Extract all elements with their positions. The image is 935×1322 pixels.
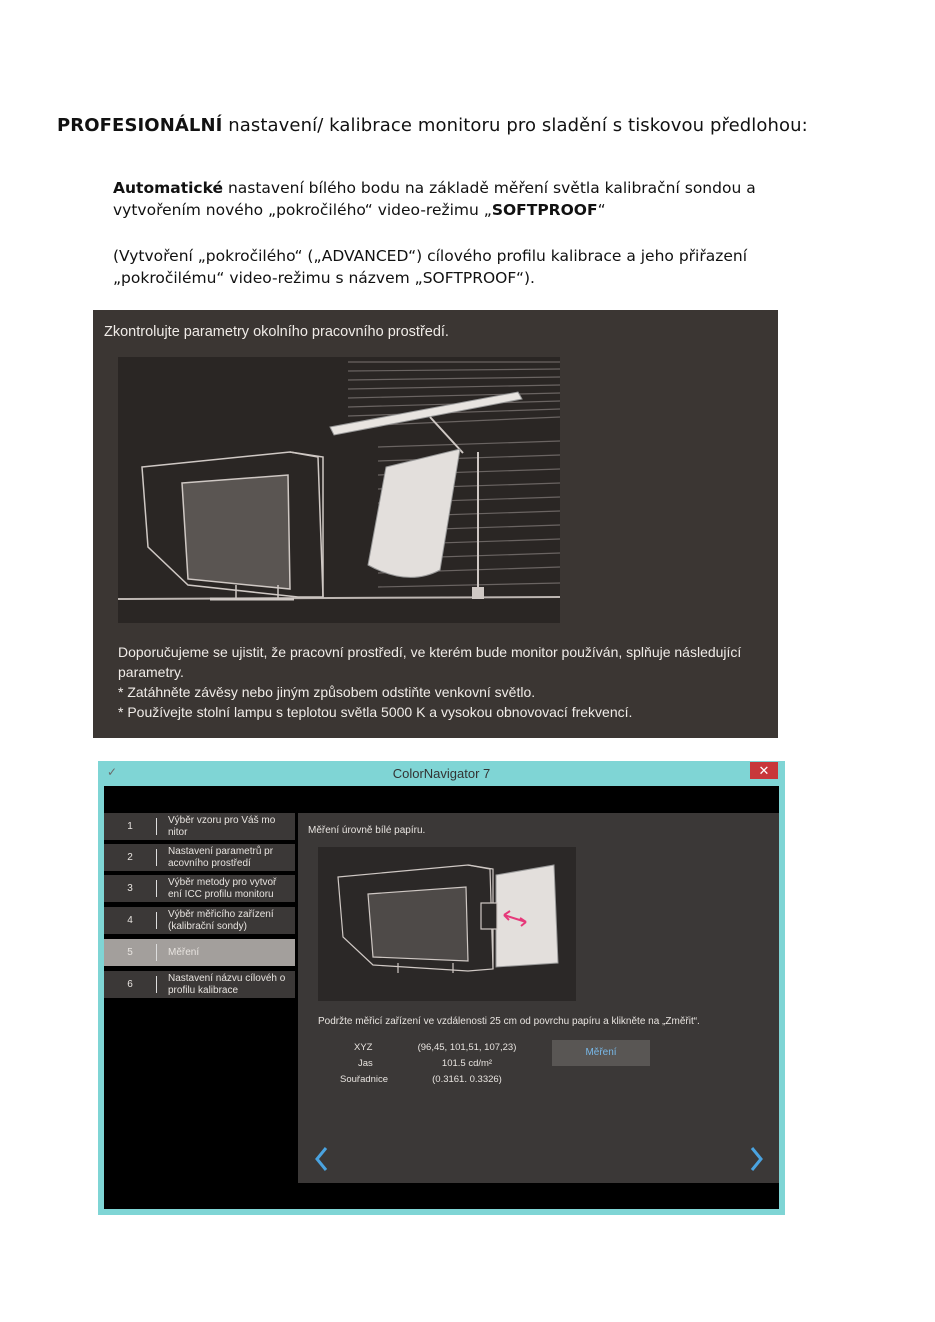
measurement-drawing [318,847,576,1001]
environment-instructions [118,642,758,722]
luminance-label: Jas [358,1058,373,1069]
step-number: 1 [127,821,133,832]
steps-sidebar [104,813,296,1183]
step-divider [156,880,157,897]
step-divider [156,818,157,835]
page-heading [57,113,857,138]
paragraph-automatic [113,177,843,221]
step-label: Nastavení názvu cílovéh o profilu kalibrace [168,973,286,996]
step-divider [156,849,157,866]
colornavigator-window [98,761,785,1215]
app-icon: ✓ [107,765,118,779]
para1-text: nastavení bílého bodu na základě měření světla kalibrační sondou a vytvořením nového „pokročilého“ video-režimu „ [113,179,756,219]
measurement-values [412,1040,522,1088]
instruction-line-2: * Zatáhněte závěsy nebo jiným způsobem odstiňte venkovní světlo. [118,684,536,700]
coordinates-label: Souřadnice [340,1074,389,1085]
instruction-line-3: * Používejte stolní lampu s teplotou světla 5000 K a vysokou obnovovací frekvencí. [118,704,633,720]
workspace-drawing [118,357,560,623]
window-title: ColorNavigator 7 [392,766,491,781]
measurement-instruction: Podržte měřicí zařízení ve vzdálenosti 25 cm od povrchu papíru a klikněte na „Změřit“. [318,1016,700,1027]
measurement-panel [298,813,779,1183]
step-label: Výběr vzoru pro Váš mo nitor [168,815,276,838]
environment-screenshot [93,310,778,738]
xyz-value: (96,45, 101,51, 107,23) [417,1042,517,1053]
measurement-labels [340,1040,388,1088]
step-number: 5 [127,947,133,958]
step-number: 6 [127,979,133,990]
paragraph-advanced: (Vytvoření „pokročilého“ („ADVANCED“) cílového profilu kalibrace a jeho přiřazení „pokročilému“ video-režimu s názvem „SOFTPROOF“). [113,247,748,287]
panel-title: Měření úrovně bílé papíru. [308,825,426,836]
step-label: Měření [168,947,200,958]
measure-button[interactable]: Měření [552,1040,650,1066]
step-number: 3 [127,883,133,894]
para1-bold: Automatické [113,179,224,197]
heading-rest: nastavení/ kalibrace monitoru pro sladění s tiskovou předlohou: [222,115,808,136]
para1-close-quote: “ [597,201,606,219]
step-divider [156,912,157,929]
step-number: 4 [127,915,133,926]
workspace-illustration [118,357,560,623]
window-client [104,786,779,1209]
next-arrow-icon[interactable] [746,1144,766,1174]
step-number: 2 [127,852,133,863]
step-3[interactable] [104,875,295,902]
xyz-label: XYZ [354,1042,373,1053]
heading-bold: PROFESIONÁLNÍ [57,115,223,136]
step-divider [156,976,157,993]
step-label: Nastavení parametrů pr acovního prostředí [168,846,274,869]
measurement-illustration [318,847,576,1001]
back-arrow-icon[interactable] [312,1144,332,1174]
step-divider [156,944,157,961]
step-2[interactable] [104,844,295,871]
para1-softproof: SOFTPROOF [491,201,598,219]
coordinates-value: (0.3161. 0.3326) [432,1074,502,1085]
step-1[interactable] [104,813,295,840]
instruction-line-1: Doporučujeme se ujistit, že pracovní prostředí, ve kterém bude monitor používán, splňuje následující parametry. [118,644,742,680]
environment-title: Zkontrolujte parametry okolního pracovního prostředí. [104,324,449,340]
step-6[interactable] [104,971,295,998]
step-label: Výběr měřicího zařízení (kalibrační sondy) [168,909,274,932]
step-label: Výběr metody pro vytvoř ení ICC profilu monitoru [168,877,277,900]
step-4[interactable] [104,907,295,934]
step-5-active[interactable] [104,939,295,966]
close-button[interactable]: ✕ [750,762,778,779]
luminance-value: 101.5 cd/m² [441,1058,493,1069]
